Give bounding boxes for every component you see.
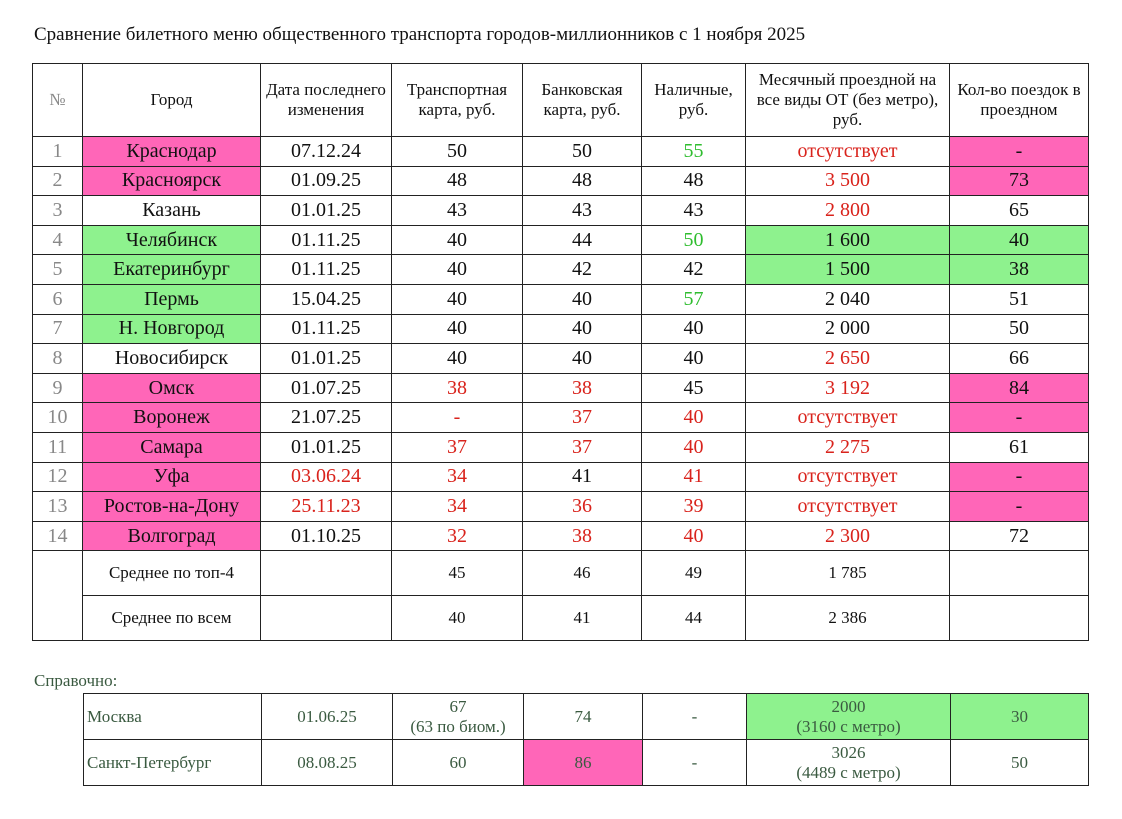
header-transport: Транспортная карта, руб. <box>392 64 523 137</box>
row-city: Екатеринбург <box>83 255 261 285</box>
row-monthly: 1 600 <box>746 225 950 255</box>
table-row <box>33 137 1089 167</box>
table-row <box>33 521 1089 551</box>
row-trips: - <box>950 492 1089 522</box>
row-monthly: 2 650 <box>746 344 950 374</box>
row-monthly: 2 300 <box>746 521 950 551</box>
row-cash: 40 <box>642 314 746 344</box>
row-num: 5 <box>33 255 83 285</box>
row-monthly: 2 275 <box>746 432 950 462</box>
reference-transport: 60 <box>393 740 524 786</box>
average-bank: 41 <box>523 596 642 641</box>
reference-city: Москва <box>84 694 262 740</box>
table-row <box>33 255 1089 285</box>
row-bank: 43 <box>523 196 642 226</box>
row-monthly: 2 040 <box>746 284 950 314</box>
row-bank: 41 <box>523 462 642 492</box>
reference-bank: 86 <box>524 740 643 786</box>
row-bank: 37 <box>523 403 642 433</box>
table-row <box>33 225 1089 255</box>
header-row <box>33 64 1089 137</box>
reference-city: Санкт-Петербург <box>84 740 262 786</box>
row-bank: 48 <box>523 166 642 196</box>
row-cash: 40 <box>642 432 746 462</box>
row-city: Новосибирск <box>83 344 261 374</box>
row-city: Челябинск <box>83 225 261 255</box>
average-trips-blank <box>950 596 1089 641</box>
row-date: 01.11.25 <box>261 314 392 344</box>
header-city: Город <box>83 64 261 137</box>
reference-monthly-value: 3026 <box>831 742 866 762</box>
row-bank: 40 <box>523 284 642 314</box>
table-row <box>33 196 1089 226</box>
average-cash: 44 <box>642 596 746 641</box>
table-row <box>33 432 1089 462</box>
row-monthly: отсутствует <box>746 403 950 433</box>
row-city: Пермь <box>83 284 261 314</box>
row-transport: 34 <box>392 462 523 492</box>
row-date: 21.07.25 <box>261 403 392 433</box>
row-cash: 40 <box>642 344 746 374</box>
row-date: 07.12.24 <box>261 137 392 167</box>
average-date-blank <box>261 551 392 596</box>
table-row <box>33 166 1089 196</box>
row-transport: 40 <box>392 344 523 374</box>
row-transport: 50 <box>392 137 523 167</box>
row-trips: 50 <box>950 314 1089 344</box>
row-num: 2 <box>33 166 83 196</box>
reference-transport-value: 67 <box>449 696 467 716</box>
row-transport: 40 <box>392 314 523 344</box>
reference-label: Справочно: <box>34 671 118 690</box>
row-date: 15.04.25 <box>261 284 392 314</box>
row-monthly: отсутствует <box>746 137 950 167</box>
row-transport: 40 <box>392 255 523 285</box>
reference-monthly <box>747 694 951 740</box>
reference-table <box>83 693 1089 786</box>
reference-monthly <box>747 740 951 786</box>
row-num: 6 <box>33 284 83 314</box>
row-transport: 48 <box>392 166 523 196</box>
row-date: 01.11.25 <box>261 255 392 285</box>
reference-bank: 74 <box>524 694 643 740</box>
header-trips: Кол-во поездок в проездном <box>950 64 1089 137</box>
row-num: 1 <box>33 137 83 167</box>
row-transport: 40 <box>392 225 523 255</box>
average-cash: 49 <box>642 551 746 596</box>
row-trips: 51 <box>950 284 1089 314</box>
row-bank: 38 <box>523 521 642 551</box>
reference-monthly-note: (3160 с метро) <box>796 716 901 736</box>
row-bank: 37 <box>523 432 642 462</box>
row-city: Волгоград <box>83 521 261 551</box>
row-bank: 40 <box>523 344 642 374</box>
row-city: Самара <box>83 432 261 462</box>
reference-monthly-value: 2000 <box>831 696 866 716</box>
row-bank: 44 <box>523 225 642 255</box>
row-city: Н. Новгород <box>83 314 261 344</box>
reference-monthly-note: (4489 с метро) <box>796 762 901 782</box>
average-monthly: 2 386 <box>746 596 950 641</box>
row-num: 3 <box>33 196 83 226</box>
row-date: 01.10.25 <box>261 521 392 551</box>
row-trips: 72 <box>950 521 1089 551</box>
row-date: 01.01.25 <box>261 432 392 462</box>
row-monthly: 3 192 <box>746 373 950 403</box>
reference-transport <box>393 694 524 740</box>
row-monthly: 2 000 <box>746 314 950 344</box>
row-trips: 66 <box>950 344 1089 374</box>
row-num: 10 <box>33 403 83 433</box>
row-bank: 50 <box>523 137 642 167</box>
average-num-blank <box>33 551 83 641</box>
row-bank: 38 <box>523 373 642 403</box>
row-cash: 43 <box>642 196 746 226</box>
row-date: 01.09.25 <box>261 166 392 196</box>
row-trips: - <box>950 137 1089 167</box>
row-date: 25.11.23 <box>261 492 392 522</box>
row-transport: - <box>392 403 523 433</box>
average-bank: 46 <box>523 551 642 596</box>
row-transport: 43 <box>392 196 523 226</box>
reference-trips: 30 <box>951 694 1089 740</box>
page-title: Сравнение билетного меню общественного транспорта городов-миллионников с 1 ноября 2025 <box>34 24 806 45</box>
average-row-all <box>33 596 1089 641</box>
row-city: Ростов-на-Дону <box>83 492 261 522</box>
row-cash: 39 <box>642 492 746 522</box>
row-cash: 50 <box>642 225 746 255</box>
reference-row-spb <box>84 740 1089 786</box>
row-transport: 37 <box>392 432 523 462</box>
reference-cash: - <box>643 694 747 740</box>
row-transport: 34 <box>392 492 523 522</box>
row-trips: 38 <box>950 255 1089 285</box>
row-num: 14 <box>33 521 83 551</box>
average-date-blank <box>261 596 392 641</box>
row-cash: 48 <box>642 166 746 196</box>
table-row <box>33 462 1089 492</box>
reference-date: 08.08.25 <box>262 740 393 786</box>
header-date: Дата последнего изменения <box>261 64 392 137</box>
row-date: 01.01.25 <box>261 344 392 374</box>
average-label: Среднее по всем <box>83 596 261 641</box>
row-cash: 55 <box>642 137 746 167</box>
reference-trips: 50 <box>951 740 1089 786</box>
row-trips: 84 <box>950 373 1089 403</box>
row-transport: 32 <box>392 521 523 551</box>
row-monthly: отсутствует <box>746 492 950 522</box>
table-row <box>33 492 1089 522</box>
row-city: Воронеж <box>83 403 261 433</box>
row-cash: 45 <box>642 373 746 403</box>
average-label: Среднее по топ-4 <box>83 551 261 596</box>
table-row <box>33 284 1089 314</box>
header-monthly: Месячный проездной на все виды ОТ (без метро), руб. <box>746 64 950 137</box>
row-bank: 36 <box>523 492 642 522</box>
reference-row-moscow <box>84 694 1089 740</box>
header-cash: Наличные, руб. <box>642 64 746 137</box>
row-city: Казань <box>83 196 261 226</box>
average-row-top4 <box>33 551 1089 596</box>
row-num: 4 <box>33 225 83 255</box>
table-row <box>33 403 1089 433</box>
row-num: 7 <box>33 314 83 344</box>
reference-transport-note: (63 по биом.) <box>410 716 506 736</box>
row-cash: 57 <box>642 284 746 314</box>
row-bank: 40 <box>523 314 642 344</box>
row-cash: 40 <box>642 521 746 551</box>
row-trips: 73 <box>950 166 1089 196</box>
row-trips: - <box>950 403 1089 433</box>
row-num: 12 <box>33 462 83 492</box>
row-monthly: 1 500 <box>746 255 950 285</box>
header-num: № <box>33 64 83 137</box>
average-trips-blank <box>950 551 1089 596</box>
row-date: 03.06.24 <box>261 462 392 492</box>
row-date: 01.11.25 <box>261 225 392 255</box>
row-cash: 41 <box>642 462 746 492</box>
row-num: 9 <box>33 373 83 403</box>
row-num: 8 <box>33 344 83 374</box>
row-monthly: 2 800 <box>746 196 950 226</box>
table-row <box>33 344 1089 374</box>
average-transport: 40 <box>392 596 523 641</box>
row-transport: 38 <box>392 373 523 403</box>
row-trips: 61 <box>950 432 1089 462</box>
row-monthly: отсутствует <box>746 462 950 492</box>
row-monthly: 3 500 <box>746 166 950 196</box>
row-trips: 65 <box>950 196 1089 226</box>
average-transport: 45 <box>392 551 523 596</box>
reference-cash: - <box>643 740 747 786</box>
row-city: Омск <box>83 373 261 403</box>
comparison-table <box>32 63 1089 641</box>
row-date: 01.01.25 <box>261 196 392 226</box>
row-bank: 42 <box>523 255 642 285</box>
row-transport: 40 <box>392 284 523 314</box>
header-bank: Банковская карта, руб. <box>523 64 642 137</box>
row-date: 01.07.25 <box>261 373 392 403</box>
table-row <box>33 314 1089 344</box>
row-trips: - <box>950 462 1089 492</box>
average-monthly: 1 785 <box>746 551 950 596</box>
table-row <box>33 373 1089 403</box>
row-city: Красноярск <box>83 166 261 196</box>
row-city: Уфа <box>83 462 261 492</box>
row-cash: 40 <box>642 403 746 433</box>
row-cash: 42 <box>642 255 746 285</box>
row-num: 11 <box>33 432 83 462</box>
reference-date: 01.06.25 <box>262 694 393 740</box>
row-city: Краснодар <box>83 137 261 167</box>
row-trips: 40 <box>950 225 1089 255</box>
row-num: 13 <box>33 492 83 522</box>
